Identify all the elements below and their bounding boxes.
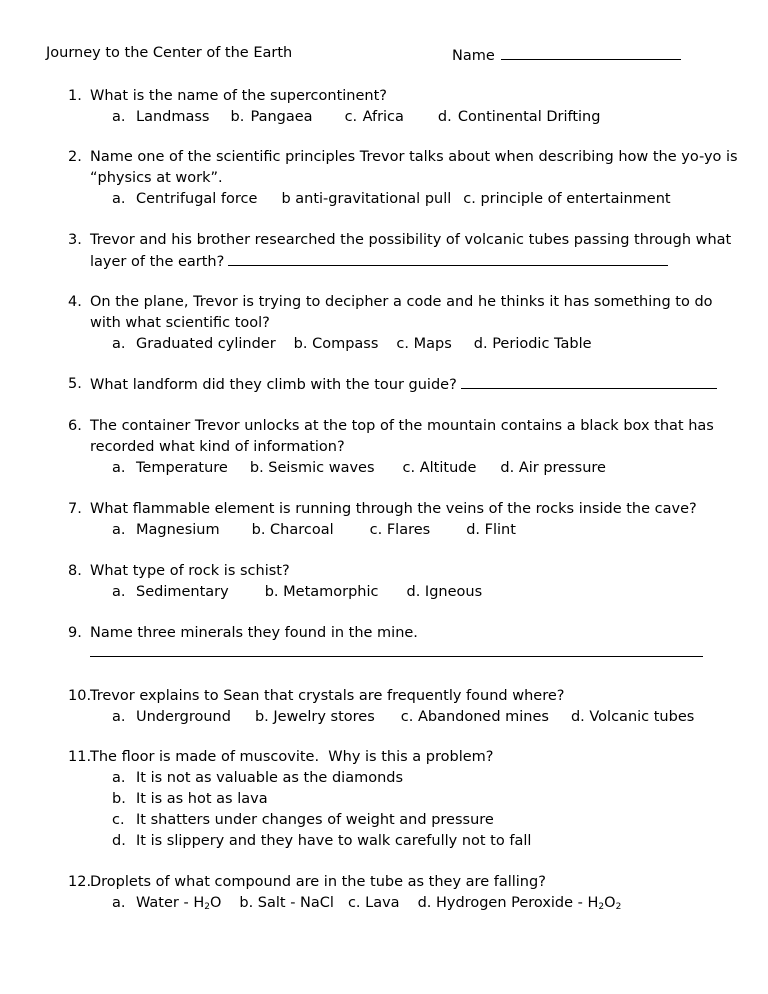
- question-number: 3.: [68, 232, 82, 248]
- option-c: c. It shatters under changes of weight and pressure: [112, 812, 494, 828]
- question-11: [68, 747, 748, 852]
- question-number: 7.: [68, 501, 82, 517]
- option-d: d. It is slippery and they have to walk carefully not to fall: [112, 833, 532, 849]
- option-d: d. Periodic Table: [473, 336, 592, 352]
- option-a: a. Water - $H_2O$: [112, 895, 222, 912]
- question-number: 10.: [68, 688, 92, 704]
- question-9: [68, 623, 748, 657]
- question-4: [68, 292, 748, 355]
- option-b: b. Salt - NaCl: [239, 895, 334, 911]
- option-b: b. Charcoal: [251, 522, 334, 538]
- question-text: Name one of the scientific principles Trevor talks about when describing how the yo-yo is: [90, 149, 738, 165]
- question-text: Trevor and his brother researched the possibility of volcanic tubes passing through what: [90, 232, 732, 248]
- option-a: a. Underground: [112, 709, 231, 725]
- option-c: c. principle of entertainment: [463, 191, 671, 207]
- option-a: a. It is not as valuable as the diamonds: [112, 770, 404, 786]
- question-text: Droplets of what compound are in the tube as they are falling?: [90, 874, 546, 890]
- option-a: a. Centrifugal force: [112, 191, 258, 207]
- option-d: d. Volcanic tubes: [570, 709, 695, 725]
- option-b: b. It is as hot as lava: [112, 791, 268, 807]
- question-text: On the plane, Trevor is trying to decipher a code and he thinks it has something to do: [90, 294, 713, 310]
- option-d: d. Hydrogen Peroxide - $H_2O_2$: [417, 895, 622, 912]
- question-8: [68, 561, 748, 603]
- question-text-continued: recorded what kind of information?: [90, 439, 345, 455]
- question-number: 4.: [68, 294, 82, 310]
- question-text: Name three minerals they found in the mine.: [90, 625, 418, 641]
- option-d: d. Igneous: [406, 584, 483, 600]
- question-text: What is the name of the supercontinent?: [90, 88, 387, 104]
- question-1: [68, 86, 748, 128]
- worksheet-title: Journey to the Center of the Earth: [46, 45, 293, 61]
- question-7: [68, 499, 748, 541]
- name-blank-line[interactable]: [501, 45, 681, 60]
- question-text: The floor is made of muscovite. Why is this a problem?: [90, 749, 494, 765]
- question-6: [68, 416, 748, 479]
- question-number: 1.: [68, 88, 82, 104]
- option-a: a. Sedimentary: [112, 584, 229, 600]
- option-c: c. Abandoned mines: [400, 709, 549, 725]
- question-number: 5.: [68, 376, 82, 392]
- option-b: b. Seismic waves: [249, 460, 375, 476]
- option-d: d. Air pressure: [500, 460, 606, 476]
- option-c: c. Flares: [369, 522, 431, 538]
- answer-blank-line[interactable]: [90, 644, 703, 657]
- option-a: a. Graduated cylinder: [112, 336, 276, 352]
- question-text-continued: layer of the earth?: [90, 254, 225, 270]
- question-number: 12.: [68, 874, 92, 890]
- answer-blank-line[interactable]: [461, 374, 717, 389]
- option-c: c. Lava: [347, 895, 400, 911]
- name-field: [452, 45, 681, 64]
- question-text-continued: with what scientific tool?: [90, 315, 270, 331]
- option-d: d. Continental Drifting: [437, 109, 601, 125]
- option-b: b. Pangaea: [230, 109, 313, 125]
- question-number: 6.: [68, 418, 82, 434]
- option-c: c. Altitude: [402, 460, 477, 476]
- question-text: What type of rock is schist?: [90, 563, 290, 579]
- option-c: c. Africa: [344, 109, 404, 125]
- name-label: Name: [452, 48, 495, 64]
- option-a: a. Temperature: [112, 460, 228, 476]
- question-10: [68, 686, 748, 728]
- question-12: [68, 872, 748, 914]
- question-text: The container Trevor unlocks at the top of the mountain contains a black box that has: [90, 418, 714, 434]
- option-a: a. Landmass: [112, 109, 210, 125]
- option-c: c. Maps: [396, 336, 452, 352]
- option-b: b anti-gravitational pull: [281, 191, 452, 207]
- option-b: b. Jewelry stores: [254, 709, 375, 725]
- question-3: [68, 230, 748, 273]
- question-number: 8.: [68, 563, 82, 579]
- question-text: What flammable element is running through the veins of the rocks inside the cave?: [90, 501, 697, 517]
- question-text: What landform did they climb with the tour guide?: [90, 377, 457, 393]
- option-b: b. Metamorphic: [264, 584, 379, 600]
- option-a: a. Magnesium: [112, 522, 220, 538]
- question-text-continued: “physics at work”.: [90, 170, 223, 186]
- option-b: b. Compass: [293, 336, 379, 352]
- question-text: Trevor explains to Sean that crystals are frequently found where?: [90, 688, 565, 704]
- option-d: d. Flint: [466, 522, 516, 538]
- answer-blank-line[interactable]: [228, 251, 668, 266]
- question-number: 9.: [68, 625, 82, 641]
- question-number: 2.: [68, 149, 82, 165]
- question-2: [68, 147, 748, 210]
- question-5: [68, 374, 748, 396]
- question-number: 11.: [68, 749, 92, 765]
